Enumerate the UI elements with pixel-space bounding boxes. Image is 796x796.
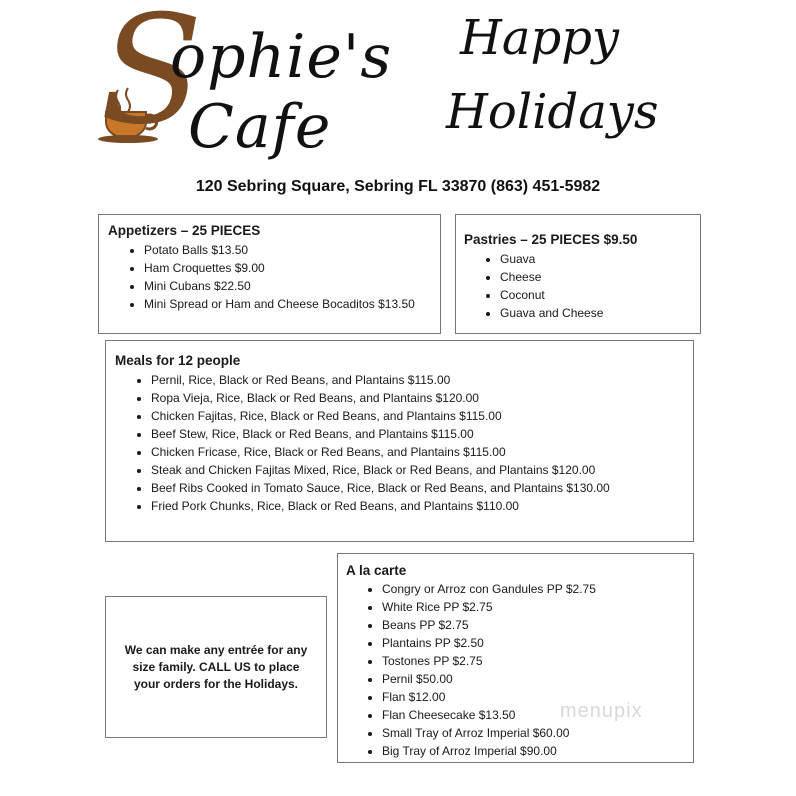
list-item: • Plantains PP $2.50 <box>382 634 693 652</box>
list-item: • Pernil $50.00 <box>382 670 693 688</box>
order-note <box>105 596 327 738</box>
list-item: • Beef Stew, Rice, Black or Red Beans, and Plantains $115.00 <box>151 425 693 443</box>
list-item: • Potato Balls $13.50 <box>144 241 440 259</box>
alacarte-list <box>346 580 693 760</box>
list-item: • Guava <box>500 250 700 268</box>
list-item: • Mini Cubans $22.50 <box>144 277 440 295</box>
logo-line2: Cafe <box>188 92 332 162</box>
greeting-line2: Holidays <box>446 84 659 140</box>
holiday-greeting <box>440 0 670 160</box>
list-item: • Ropa Vieja, Rice, Black or Red Beans, and Plantains $120.00 <box>151 389 693 407</box>
list-item: • Mini Spread or Ham and Cheese Bocaditos $13.50 <box>144 295 440 313</box>
list-item: • Ham Croquettes $9.00 <box>144 259 440 277</box>
meals-title: Meals for 12 people <box>115 353 241 368</box>
list-item: • Guava and Cheese <box>500 304 700 322</box>
list-item: • Beef Ribs Cooked in Tomato Sauce, Rice, Black or Red Beans, and Plantains $130.00 <box>151 479 693 497</box>
list-item: • Coconut <box>500 286 700 304</box>
list-item: • Tostones PP $2.75 <box>382 652 693 670</box>
list-item: • Small Tray of Arroz Imperial $60.00 <box>382 724 693 742</box>
list-item: • Steak and Chicken Fajitas Mixed, Rice, Black or Red Beans, and Plantains $120.00 <box>151 461 693 479</box>
list-item: • Flan $12.00 <box>382 688 693 706</box>
menupix-watermark: menupix <box>560 700 643 722</box>
list-item: • Flan Cheesecake $13.50 <box>382 706 693 724</box>
meals-section <box>105 340 694 542</box>
list-item: • White Rice PP $2.75 <box>382 598 693 616</box>
pastries-title: Pastries – 25 PIECES $9.50 <box>464 232 638 247</box>
list-item: • Big Tray of Arroz Imperial $90.00 <box>382 742 693 760</box>
list-item: • Beans PP $2.75 <box>382 616 693 634</box>
pastries-section <box>455 214 701 334</box>
logo-initial: S <box>100 0 203 158</box>
appetizers-list <box>108 241 440 313</box>
list-item: • Pernil, Rice, Black or Red Beans, and Plantains $115.00 <box>151 371 693 389</box>
list-item: • Congry or Arroz con Gandules PP $2.75 <box>382 580 693 598</box>
appetizers-title: Appetizers – 25 PIECES <box>108 223 261 238</box>
greeting-line1: Happy <box>460 10 620 66</box>
order-note-text: We can make any entrée for any size family. CALL US to place your orders for the Holidays. <box>124 642 308 691</box>
list-item: • Chicken Fricase, Rice, Black or Red Beans, and Plantains $115.00 <box>151 443 693 461</box>
alacarte-title: A la carte <box>346 563 407 578</box>
list-item: • Fried Pork Chunks, Rice, Black or Red Beans, and Plantains $110.00 <box>151 497 693 515</box>
alacarte-section <box>337 553 694 763</box>
list-item: • Cheese <box>500 268 700 286</box>
logo-line1: ophie's <box>170 22 393 92</box>
pastries-list <box>464 250 700 322</box>
sophies-cafe-logo <box>88 0 393 176</box>
list-item: • Chicken Fajitas, Rice, Black or Red Beans, and Plantains $115.00 <box>151 407 693 425</box>
cafe-address: 120 Sebring Square, Sebring FL 33870 (863) 451-5982 <box>195 178 601 195</box>
appetizers-section <box>98 214 441 334</box>
meals-list <box>115 371 693 515</box>
